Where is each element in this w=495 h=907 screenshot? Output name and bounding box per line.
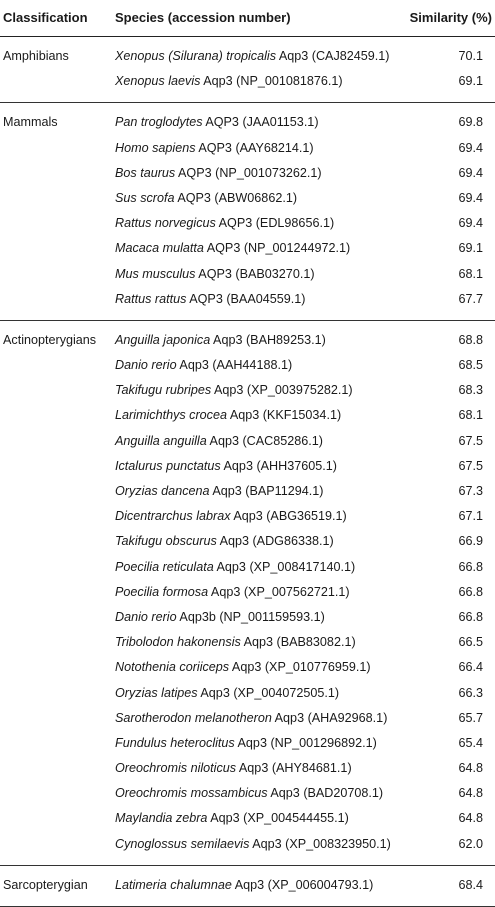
table-row	[0, 504, 495, 529]
table-row	[0, 605, 495, 630]
species-cell	[115, 605, 325, 630]
table-header	[0, 0, 495, 36]
table-row	[0, 555, 495, 580]
species-cell	[115, 429, 323, 454]
species-name: Maylandia zebra	[115, 811, 208, 826]
accession-number: (BAA04559.1)	[226, 291, 306, 306]
table-row	[0, 706, 495, 731]
protein-name: AQP3	[218, 216, 253, 231]
species-name: Pan troglodytes	[115, 115, 203, 130]
protein-name: AQP3	[206, 241, 241, 256]
protein-name: Aqp3	[223, 458, 253, 473]
table-row	[0, 529, 495, 554]
similarity-value: 67.3	[458, 484, 483, 498]
similarity-value: 64.8	[458, 786, 483, 801]
table-row	[0, 781, 495, 806]
table-row	[0, 454, 495, 479]
protein-name: Aqp3	[212, 484, 242, 498]
accession-number: (BAP11294.1)	[245, 484, 324, 498]
table-row	[0, 403, 495, 428]
accession-number: (ADG86338.1)	[252, 534, 334, 549]
protein-name: Aqp3	[200, 685, 230, 700]
accession-number: (XP_004544455.1)	[243, 811, 349, 826]
species-cell	[115, 211, 334, 236]
table-row	[0, 211, 495, 236]
table-row	[0, 69, 495, 94]
protein-name: Aqp3	[234, 877, 265, 892]
species-cell	[115, 110, 319, 135]
table-row	[0, 378, 495, 403]
table-row	[0, 262, 495, 287]
table-row	[0, 655, 495, 680]
species-name: Poecilia formosa	[115, 584, 209, 599]
protein-name: Aqp3	[213, 383, 244, 398]
species-cell	[115, 454, 337, 479]
similarity-value: 68.3	[458, 383, 483, 398]
species-name: Oreochromis mossambicus	[115, 786, 268, 801]
similarity-value: 65.4	[458, 735, 483, 750]
species-name: Oryzias latipes	[115, 685, 198, 700]
accession-number: (XP_010776959.1)	[264, 660, 371, 675]
accession-number: (AHH37605.1)	[256, 458, 337, 473]
species-cell	[115, 731, 377, 756]
protein-name: Aqp3	[252, 836, 282, 851]
species-cell	[115, 262, 315, 287]
protein-name: Aqp3	[210, 584, 241, 599]
accession-number: (XP_004072505.1)	[233, 685, 340, 700]
similarity-value: 68.4	[458, 877, 483, 892]
protein-name: Aqp3b	[179, 609, 216, 624]
similarity-value: 69.4	[458, 165, 483, 180]
table-row	[0, 731, 495, 756]
similarity-value: 62.0	[458, 836, 483, 851]
similarity-value: 70.1	[458, 49, 483, 63]
group-block	[0, 866, 495, 906]
table-row	[0, 756, 495, 781]
table-row	[0, 429, 495, 454]
protein-name: Aqp3	[233, 509, 263, 524]
header-similarity: Similarity (%)	[409, 10, 492, 25]
species-cell	[115, 655, 371, 680]
similarity-value: 69.4	[458, 190, 483, 205]
protein-name: Aqp3	[216, 559, 246, 574]
table-row	[0, 353, 495, 378]
accession-number: (XP_008417140.1)	[249, 559, 356, 574]
protein-name: AQP3	[177, 190, 211, 205]
species-name: Takifugu rubripes	[115, 383, 212, 398]
species-name: Rattus rattus	[115, 291, 187, 306]
accession-number: (ABW06862.1)	[214, 190, 298, 205]
accession-number: (NP_001244972.1)	[243, 241, 351, 256]
species-name: Oreochromis niloticus	[115, 761, 237, 776]
table-row	[0, 328, 495, 353]
accession-number: (JAA01153.1)	[242, 115, 319, 130]
similarity-value: 66.5	[458, 635, 483, 650]
accession-number: (XP_008323950.1)	[285, 836, 391, 851]
similarity-value: 69.4	[458, 216, 483, 231]
species-name: Sus scrofa	[115, 190, 175, 205]
similarity-value: 69.4	[458, 140, 483, 155]
species-cell	[115, 832, 391, 857]
species-name: Cynoglossus semilaevis	[115, 836, 250, 851]
similarity-value: 69.1	[458, 74, 483, 89]
accession-number: (ABG36519.1)	[266, 509, 347, 524]
group-block	[0, 37, 495, 102]
similarity-value: 65.7	[458, 710, 483, 725]
similarity-value: 69.1	[458, 241, 483, 256]
table-row	[0, 479, 495, 504]
accession-number: (NP_001159593.1)	[219, 609, 325, 624]
group-block	[0, 103, 495, 320]
similarity-value: 66.8	[458, 584, 483, 599]
table-row	[0, 806, 495, 831]
table-row	[0, 236, 495, 261]
table-row	[0, 186, 495, 211]
similarity-value: 66.8	[458, 559, 483, 574]
similarity-value: 68.5	[458, 358, 483, 373]
species-cell	[115, 681, 339, 706]
similarity-value: 66.3	[458, 685, 483, 700]
species-cell	[115, 287, 305, 312]
species-name: Poecilia reticulata	[115, 559, 214, 574]
similarity-value: 67.5	[458, 458, 483, 473]
table-row	[0, 110, 495, 135]
species-cell	[115, 69, 343, 94]
group-block	[0, 321, 495, 865]
accession-number: (BAB83082.1)	[276, 635, 356, 650]
species-name: Dicentrarchus labrax	[115, 509, 231, 524]
table-row	[0, 681, 495, 706]
accession-number: (CAC85286.1)	[242, 433, 323, 448]
species-cell	[115, 529, 334, 554]
species-name: Tribolodon hakonensis	[115, 635, 241, 650]
species-name: Xenopus (Silurana) tropicalis	[115, 49, 277, 63]
species-cell	[115, 781, 383, 806]
species-cell	[115, 136, 314, 161]
similarity-value: 68.1	[458, 266, 483, 281]
species-name: Oryzias dancena	[115, 484, 210, 498]
accession-number: (KKF15034.1)	[262, 408, 342, 423]
species-name: Macaca mulatta	[115, 241, 204, 256]
similarity-value: 67.1	[458, 509, 483, 524]
similarity-value: 66.9	[458, 534, 483, 549]
species-name: Mus musculus	[115, 266, 196, 281]
protein-name: Aqp3	[179, 358, 209, 373]
table-row	[0, 832, 495, 857]
species-name: Danio rerio	[115, 609, 177, 624]
protein-name: Aqp3	[274, 710, 305, 725]
accession-number: (NP_001073262.1)	[215, 165, 322, 180]
similarity-value: 64.8	[458, 811, 483, 826]
group-label: Mammals	[3, 115, 58, 130]
species-name: Notothenia coriiceps	[115, 660, 230, 675]
species-name: Latimeria chalumnae	[115, 877, 232, 892]
species-name: Anguilla anguilla	[115, 433, 207, 448]
table-row	[0, 44, 495, 69]
species-name: Danio rerio	[115, 358, 177, 373]
species-name: Sarotherodon melanotheron	[115, 710, 272, 725]
protein-name: Aqp3	[270, 786, 300, 801]
protein-name: Aqp3	[229, 408, 260, 423]
protein-name: Aqp3	[243, 635, 274, 650]
protein-name: Aqp3	[213, 332, 243, 347]
species-name: Anguilla japonica	[115, 332, 211, 347]
species-name: Larimichthys crocea	[115, 408, 227, 423]
species-cell	[115, 353, 292, 378]
accession-number: (NP_001081876.1)	[236, 74, 343, 89]
accession-number: (AHY84681.1)	[271, 761, 352, 776]
species-name: Xenopus laevis	[115, 74, 201, 89]
similarity-value: 67.7	[458, 291, 483, 306]
species-cell	[115, 806, 349, 831]
accession-number: (AHA92968.1)	[307, 710, 388, 725]
similarity-value: 66.8	[458, 609, 483, 624]
accession-number: (BAD20708.1)	[303, 786, 384, 801]
accession-number: (XP_007562721.1)	[243, 584, 350, 599]
species-cell	[115, 706, 387, 731]
protein-name: Aqp3	[203, 74, 233, 89]
protein-name: Aqp3	[231, 660, 262, 675]
accession-number: (EDL98656.1)	[255, 216, 335, 231]
species-name: Ictalurus punctatus	[115, 458, 221, 473]
species-name: Fundulus heteroclitus	[115, 735, 235, 750]
species-cell	[115, 873, 373, 898]
accession-number: (CAJ82459.1)	[311, 49, 390, 63]
table-row	[0, 630, 495, 655]
species-cell	[115, 756, 352, 781]
protein-name: AQP3	[205, 115, 239, 130]
protein-name: AQP3	[198, 266, 232, 281]
header-species: Species (accession number)	[115, 10, 291, 25]
species-cell	[115, 328, 326, 353]
similarity-value: 68.8	[458, 332, 483, 347]
header-classification: Classification	[3, 10, 88, 25]
species-cell	[115, 479, 323, 504]
similarity-value: 67.5	[458, 433, 483, 448]
accession-number: (BAH89253.1)	[245, 332, 326, 347]
species-cell	[115, 504, 347, 529]
protein-name: Aqp3	[278, 49, 309, 63]
group-label: Amphibians	[3, 49, 69, 63]
similarity-value: 66.4	[458, 660, 483, 675]
accession-number: (XP_006004793.1)	[267, 877, 374, 892]
similarity-value: 64.8	[458, 761, 483, 776]
species-cell	[115, 580, 350, 605]
protein-name: Aqp3	[209, 433, 239, 448]
accession-number: (XP_003975282.1)	[246, 383, 353, 398]
table-row	[0, 580, 495, 605]
protein-name: AQP3	[178, 165, 212, 180]
protein-name: Aqp3	[219, 534, 249, 549]
table-row	[0, 161, 495, 186]
species-cell	[115, 403, 341, 428]
group-label: Actinopterygians	[3, 332, 97, 347]
species-name: Takifugu obscurus	[115, 534, 217, 549]
species-cell	[115, 186, 297, 211]
group-label: Sarcopterygian	[3, 877, 88, 892]
protein-name: AQP3	[198, 140, 232, 155]
accession-number: (BAB03270.1)	[235, 266, 315, 281]
species-cell	[115, 555, 355, 580]
table-row	[0, 873, 495, 898]
protein-name: Aqp3	[210, 811, 240, 826]
species-name: Homo sapiens	[115, 140, 196, 155]
species-name: Rattus norvegicus	[115, 216, 216, 231]
table-body	[0, 37, 495, 907]
protein-name: AQP3	[189, 291, 223, 306]
accession-number: (AAY68214.1)	[235, 140, 314, 155]
accession-number: (AAH44188.1)	[212, 358, 293, 373]
species-cell	[115, 44, 389, 69]
table-row	[0, 287, 495, 312]
accession-number: (NP_001296892.1)	[270, 735, 377, 750]
species-cell	[115, 236, 350, 261]
species-name: Bos taurus	[115, 165, 176, 180]
similarity-value: 69.8	[458, 115, 483, 130]
species-cell	[115, 630, 356, 655]
protein-name: Aqp3	[238, 761, 269, 776]
table-row	[0, 136, 495, 161]
species-cell	[115, 378, 353, 403]
protein-name: Aqp3	[237, 735, 267, 750]
similarity-value: 68.1	[458, 408, 483, 423]
species-cell	[115, 161, 322, 186]
